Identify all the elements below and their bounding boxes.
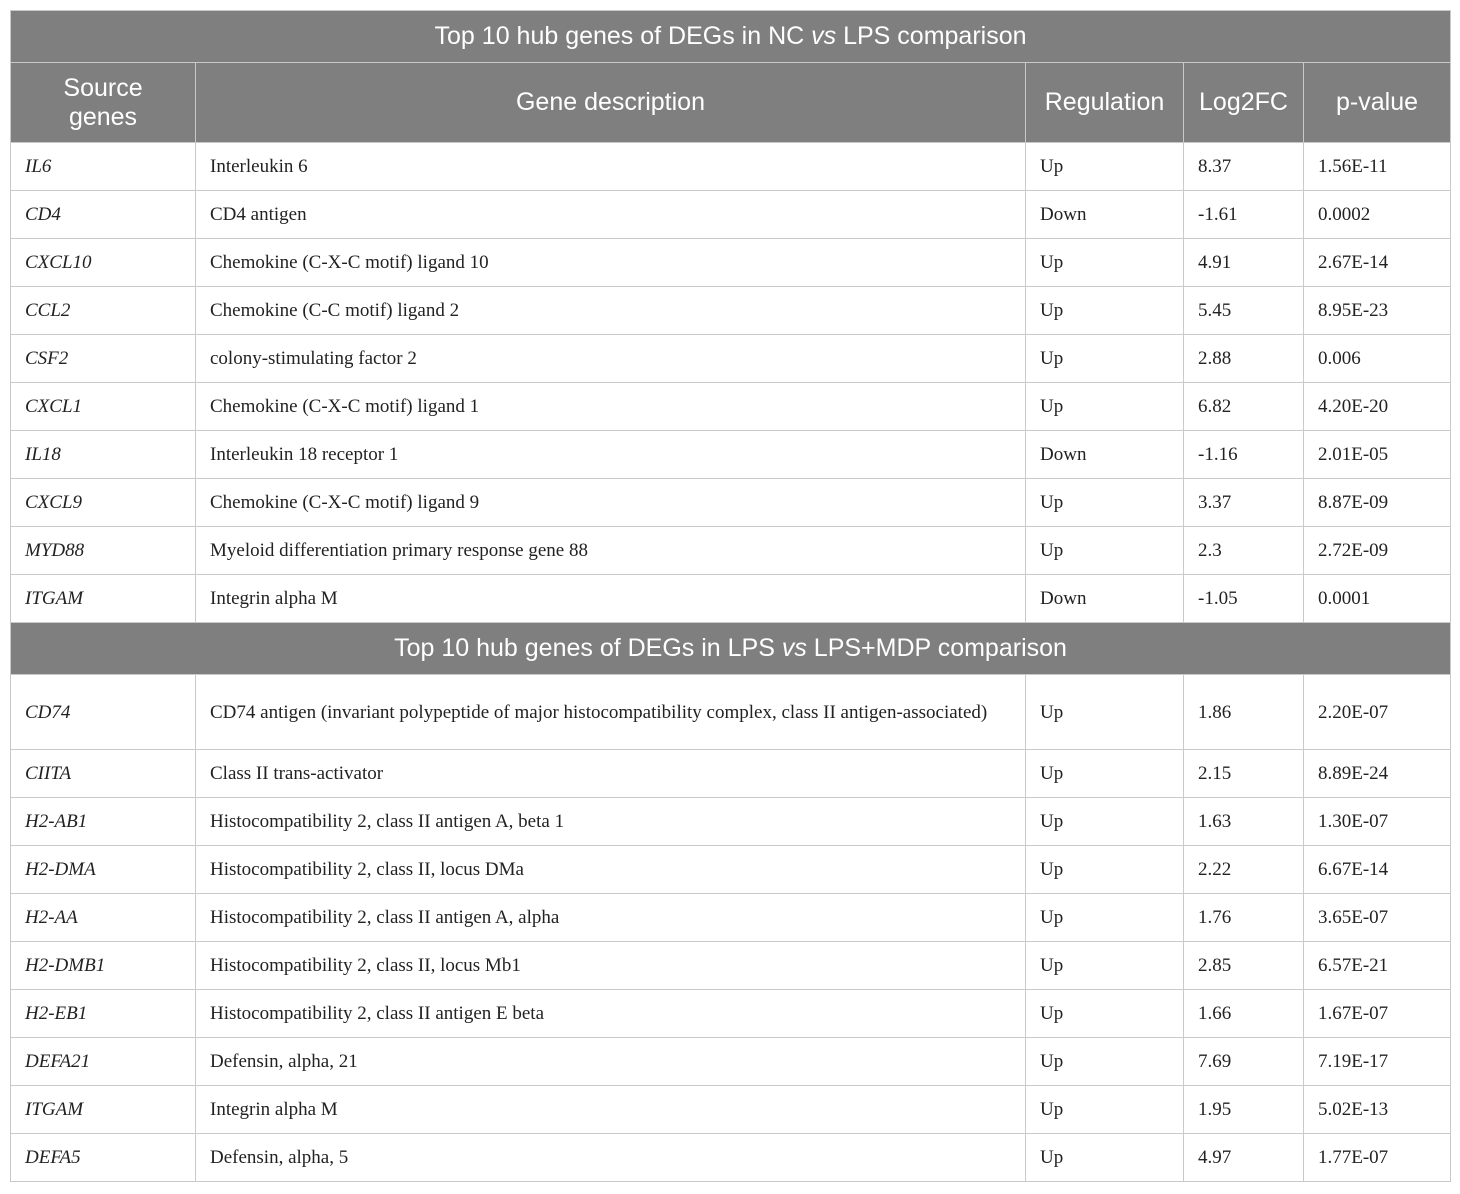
- gene-cell: H2-EB1: [11, 990, 196, 1038]
- table-row: [11, 143, 1451, 191]
- log2fc-cell: 2.22: [1184, 846, 1304, 894]
- regulation-cell: Up: [1026, 143, 1184, 191]
- description-cell: Chemokine (C-X-C motif) ligand 1: [196, 383, 1026, 431]
- table-row: [11, 1134, 1451, 1182]
- gene-cell: CD74: [11, 675, 196, 750]
- column-header-gene-description: Gene description: [196, 63, 1026, 143]
- log2fc-cell: 1.63: [1184, 798, 1304, 846]
- gene-cell: DEFA5: [11, 1134, 196, 1182]
- gene-cell: H2-AA: [11, 894, 196, 942]
- log2fc-cell: 6.82: [1184, 383, 1304, 431]
- regulation-cell: Up: [1026, 1038, 1184, 1086]
- table-row: [11, 942, 1451, 990]
- regulation-cell: Down: [1026, 575, 1184, 623]
- p-value-cell: 7.19E-17: [1304, 1038, 1451, 1086]
- description-cell: Defensin, alpha, 21: [196, 1038, 1026, 1086]
- log2fc-cell: 1.66: [1184, 990, 1304, 1038]
- table-row: [11, 191, 1451, 239]
- table-row: [11, 798, 1451, 846]
- log2fc-cell: 4.91: [1184, 239, 1304, 287]
- table-row: [11, 675, 1451, 750]
- description-cell: Integrin alpha M: [196, 575, 1026, 623]
- section-title-row: [11, 623, 1451, 675]
- gene-cell: CCL2: [11, 287, 196, 335]
- log2fc-cell: 3.37: [1184, 479, 1304, 527]
- description-cell: Chemokine (C-X-C motif) ligand 9: [196, 479, 1026, 527]
- description-cell: Histocompatibility 2, class II antigen A, beta 1: [196, 798, 1026, 846]
- log2fc-cell: -1.05: [1184, 575, 1304, 623]
- regulation-cell: Up: [1026, 894, 1184, 942]
- regulation-cell: Down: [1026, 431, 1184, 479]
- table-row: [11, 846, 1451, 894]
- gene-cell: IL6: [11, 143, 196, 191]
- log2fc-cell: 2.15: [1184, 750, 1304, 798]
- column-header-p-value: p-value: [1304, 63, 1451, 143]
- description-cell: Histocompatibility 2, class II antigen A, alpha: [196, 894, 1026, 942]
- p-value-cell: 8.89E-24: [1304, 750, 1451, 798]
- p-value-cell: 2.72E-09: [1304, 527, 1451, 575]
- log2fc-cell: 2.3: [1184, 527, 1304, 575]
- gene-cell: CXCL9: [11, 479, 196, 527]
- description-cell: Interleukin 6: [196, 143, 1026, 191]
- gene-cell: IL18: [11, 431, 196, 479]
- gene-cell: CSF2: [11, 335, 196, 383]
- description-cell: Integrin alpha M: [196, 1086, 1026, 1134]
- p-value-cell: 6.67E-14: [1304, 846, 1451, 894]
- regulation-cell: Up: [1026, 1086, 1184, 1134]
- p-value-cell: 1.77E-07: [1304, 1134, 1451, 1182]
- description-cell: Defensin, alpha, 5: [196, 1134, 1026, 1182]
- p-value-cell: 6.57E-21: [1304, 942, 1451, 990]
- section-title-row: [11, 11, 1451, 63]
- section-title: Top 10 hub genes of DEGs in NC vs LPS comparison: [11, 11, 1451, 63]
- regulation-cell: Up: [1026, 798, 1184, 846]
- description-cell: Histocompatibility 2, class II, locus DMa: [196, 846, 1026, 894]
- column-header-source-genes: Source genes: [11, 63, 196, 143]
- regulation-cell: Up: [1026, 383, 1184, 431]
- gene-cell: ITGAM: [11, 575, 196, 623]
- description-cell: colony-stimulating factor 2: [196, 335, 1026, 383]
- regulation-cell: Up: [1026, 990, 1184, 1038]
- log2fc-cell: 5.45: [1184, 287, 1304, 335]
- table-row: [11, 383, 1451, 431]
- log2fc-cell: 7.69: [1184, 1038, 1304, 1086]
- log2fc-cell: 4.97: [1184, 1134, 1304, 1182]
- regulation-cell: Up: [1026, 287, 1184, 335]
- regulation-cell: Down: [1026, 191, 1184, 239]
- p-value-cell: 4.20E-20: [1304, 383, 1451, 431]
- p-value-cell: 1.67E-07: [1304, 990, 1451, 1038]
- p-value-cell: 2.01E-05: [1304, 431, 1451, 479]
- log2fc-cell: 1.76: [1184, 894, 1304, 942]
- description-cell: CD4 antigen: [196, 191, 1026, 239]
- description-cell: Interleukin 18 receptor 1: [196, 431, 1026, 479]
- regulation-cell: Up: [1026, 846, 1184, 894]
- p-value-cell: 1.56E-11: [1304, 143, 1451, 191]
- regulation-cell: Up: [1026, 750, 1184, 798]
- table-row: [11, 239, 1451, 287]
- hub-genes-table: [10, 10, 1451, 1182]
- description-cell: Chemokine (C-C motif) ligand 2: [196, 287, 1026, 335]
- table-row: [11, 335, 1451, 383]
- table-row: [11, 479, 1451, 527]
- p-value-cell: 5.02E-13: [1304, 1086, 1451, 1134]
- p-value-cell: 0.0001: [1304, 575, 1451, 623]
- regulation-cell: Up: [1026, 527, 1184, 575]
- regulation-cell: Up: [1026, 675, 1184, 750]
- description-cell: Myeloid differentiation primary response gene 88: [196, 527, 1026, 575]
- log2fc-cell: 2.85: [1184, 942, 1304, 990]
- table-row: [11, 1038, 1451, 1086]
- gene-cell: CIITA: [11, 750, 196, 798]
- gene-cell: CXCL1: [11, 383, 196, 431]
- table-row: [11, 287, 1451, 335]
- regulation-cell: Up: [1026, 1134, 1184, 1182]
- column-header-log2fc: Log2FC: [1184, 63, 1304, 143]
- regulation-cell: Up: [1026, 239, 1184, 287]
- column-header-row: [11, 63, 1451, 143]
- p-value-cell: 1.30E-07: [1304, 798, 1451, 846]
- gene-cell: ITGAM: [11, 1086, 196, 1134]
- p-value-cell: 2.67E-14: [1304, 239, 1451, 287]
- gene-cell: H2-DMA: [11, 846, 196, 894]
- log2fc-cell: 2.88: [1184, 335, 1304, 383]
- table-row: [11, 990, 1451, 1038]
- gene-cell: MYD88: [11, 527, 196, 575]
- table-row: [11, 750, 1451, 798]
- gene-cell: H2-DMB1: [11, 942, 196, 990]
- p-value-cell: 0.0002: [1304, 191, 1451, 239]
- p-value-cell: 8.87E-09: [1304, 479, 1451, 527]
- table-row: [11, 431, 1451, 479]
- p-value-cell: 0.006: [1304, 335, 1451, 383]
- log2fc-cell: -1.61: [1184, 191, 1304, 239]
- description-cell: Histocompatibility 2, class II antigen E beta: [196, 990, 1026, 1038]
- log2fc-cell: 1.86: [1184, 675, 1304, 750]
- description-cell: Histocompatibility 2, class II, locus Mb1: [196, 942, 1026, 990]
- log2fc-cell: 1.95: [1184, 1086, 1304, 1134]
- regulation-cell: Up: [1026, 479, 1184, 527]
- regulation-cell: Up: [1026, 942, 1184, 990]
- description-cell: Chemokine (C-X-C motif) ligand 10: [196, 239, 1026, 287]
- table-row: [11, 1086, 1451, 1134]
- section-title: Top 10 hub genes of DEGs in LPS vs LPS+MDP comparison: [11, 623, 1451, 675]
- description-cell: CD74 antigen (invariant polypeptide of major histocompatibility complex, class II antigen-associated): [196, 675, 1026, 750]
- log2fc-cell: 8.37: [1184, 143, 1304, 191]
- table-row: [11, 575, 1451, 623]
- log2fc-cell: -1.16: [1184, 431, 1304, 479]
- column-header-regulation: Regulation: [1026, 63, 1184, 143]
- p-value-cell: 2.20E-07: [1304, 675, 1451, 750]
- gene-cell: CD4: [11, 191, 196, 239]
- gene-cell: CXCL10: [11, 239, 196, 287]
- description-cell: Class II trans-activator: [196, 750, 1026, 798]
- table-row: [11, 894, 1451, 942]
- table-row: [11, 527, 1451, 575]
- regulation-cell: Up: [1026, 335, 1184, 383]
- gene-cell: H2-AB1: [11, 798, 196, 846]
- gene-cell: DEFA21: [11, 1038, 196, 1086]
- p-value-cell: 3.65E-07: [1304, 894, 1451, 942]
- p-value-cell: 8.95E-23: [1304, 287, 1451, 335]
